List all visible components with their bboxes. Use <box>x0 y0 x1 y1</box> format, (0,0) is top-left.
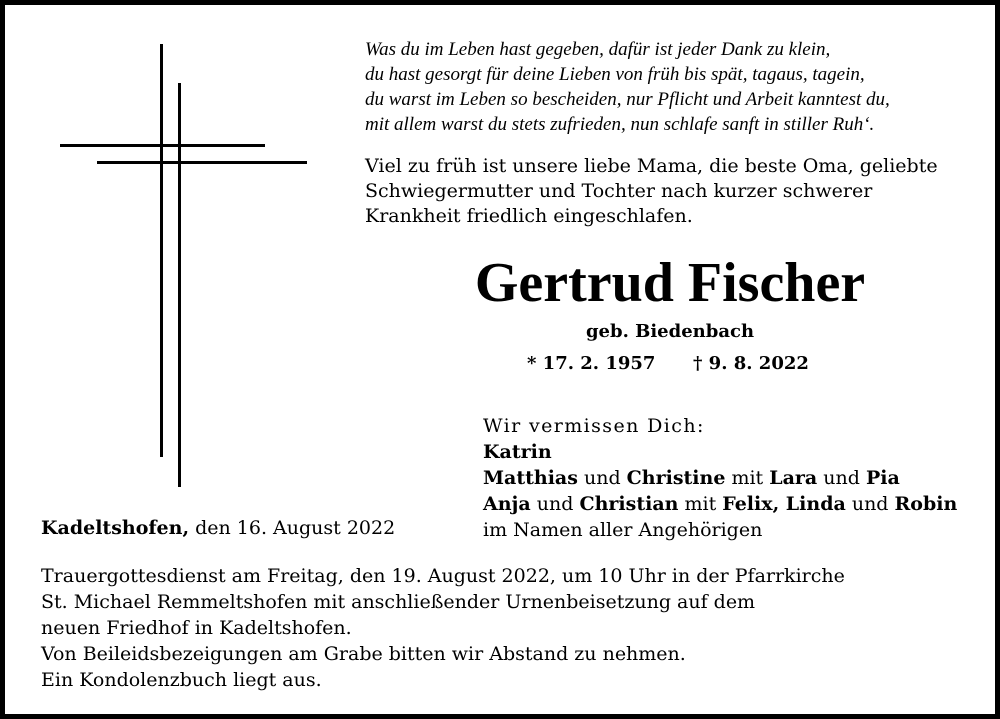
poem-line: du hast gesorgt für deine Lieben von früh bis spät, tagaus, tagein, <box>365 64 865 85</box>
mourner-name: Katrin <box>483 441 552 463</box>
birth-date: * 17. 2. 1957 <box>527 353 656 374</box>
connector-text: und <box>845 493 895 515</box>
poem-line: du warst im Leben so bescheiden, nur Pflicht und Arbeit kanntest du, <box>365 89 890 110</box>
mourners-closing: im Namen aller Angehörigen <box>483 519 763 541</box>
intro-text <box>365 154 985 229</box>
service-line: St. Michael Remmeltshofen mit anschließender Urnenbeisetzung auf dem <box>41 591 756 613</box>
place-name: Kadeltshofen, <box>41 517 190 539</box>
poem <box>365 37 985 137</box>
mourner-line <box>483 491 983 517</box>
mourners-block <box>483 413 983 543</box>
poem-line: mit allem warst du stets zufrieden, nun schlafe sanft in stiller Ruh‘. <box>365 114 875 135</box>
mourner-line <box>483 465 983 491</box>
mourner-name: Robin <box>894 493 958 515</box>
mourner-name: Pia <box>865 467 900 489</box>
service-line: Trauergottesdienst am Freitag, den 19. August 2022, um 10 Uhr in der Pfarrkirche <box>41 565 845 587</box>
intro-line: Schwiegermutter und Tochter nach kurzer schwerer <box>365 180 873 202</box>
mourner-name: Christine <box>626 467 726 489</box>
connector-text: mit <box>725 467 770 489</box>
service-line: neuen Friedhof in Kadeltshofen. <box>41 617 352 639</box>
deceased-name: Gertrud Fischer <box>474 252 866 314</box>
cross-vertical-left <box>160 44 163 457</box>
mourner-line <box>483 439 983 465</box>
intro-line: Viel zu früh ist unsere liebe Mama, die beste Oma, geliebte <box>365 155 938 177</box>
place-and-date <box>41 515 395 541</box>
funeral-service-info <box>41 563 971 693</box>
service-line: Von Beileidsbezeigungen am Grabe bitten wir Abstand zu nehmen. <box>41 643 686 665</box>
connector-text: und <box>577 467 627 489</box>
mourner-name: Anja <box>483 493 531 515</box>
mourners-heading: Wir vermissen Dich: <box>483 415 705 437</box>
mourner-name: Christian <box>579 493 679 515</box>
poem-line: Was du im Leben hast gegeben, dafür ist jeder Dank zu klein, <box>365 39 831 60</box>
maiden-name: geb. Biedenbach <box>585 321 755 342</box>
mourner-name: Felix, Linda <box>722 493 846 515</box>
intro-line: Krankheit friedlich eingeschlafen. <box>365 205 693 227</box>
cross-horizontal-upper <box>60 144 265 147</box>
connector-text: und <box>530 493 580 515</box>
mourner-name: Lara <box>769 467 818 489</box>
mourner-name: Matthias <box>483 467 578 489</box>
notice-date: den 16. August 2022 <box>189 517 396 539</box>
connector-text: und <box>817 467 866 489</box>
service-line: Ein Kondolenzbuch liegt aus. <box>41 669 322 691</box>
connector-text: mit <box>678 493 723 515</box>
cross-horizontal-lower <box>97 161 307 164</box>
death-date: † 9. 8. 2022 <box>693 353 809 374</box>
